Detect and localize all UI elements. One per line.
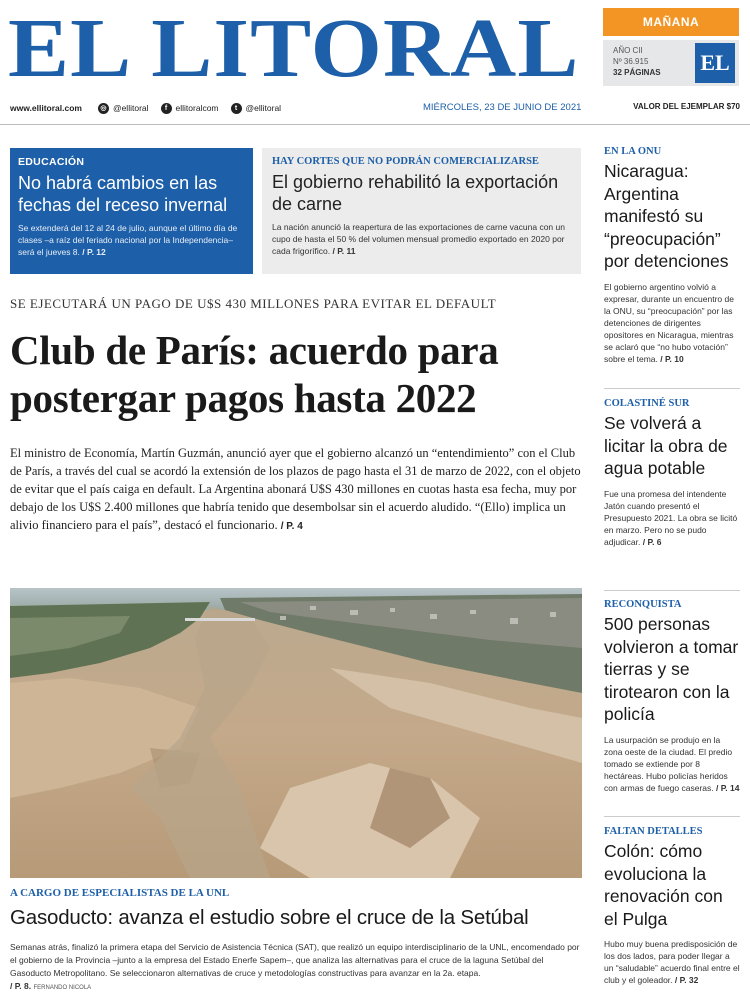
- facebook-icon: f: [161, 103, 172, 114]
- river-aerial-image: [10, 588, 582, 878]
- issue-meta: [613, 45, 661, 78]
- main-body: [10, 444, 582, 536]
- twitter-label: @ellitoral: [245, 103, 282, 113]
- beef-lede: [272, 221, 571, 257]
- education-lede: [18, 222, 245, 258]
- education-kicker: EDUCACIÓN: [18, 156, 85, 168]
- twitter-handle[interactable]: [231, 103, 282, 114]
- issue-price: VALOR DEL EJEMPLAR $70: [633, 102, 740, 111]
- sidebar-kicker: RECONQUISTA: [604, 599, 682, 610]
- sidebar-divider: [604, 816, 740, 817]
- edition-badge: [603, 8, 739, 86]
- sidebar-kicker: FALTAN DETALLES: [604, 826, 703, 837]
- sidebar-lede: [604, 734, 740, 794]
- sidebar-kicker: EN LA ONU: [604, 146, 662, 157]
- facebook-label: ellitoralcom: [175, 103, 219, 113]
- sidebar-lede-text: Hubo muy buena predisposición de los dos lados, para poder llegar a un “saludable” acuerdo final entre el club y el goleador.: [604, 939, 740, 985]
- sidebar-story-colon[interactable]: [604, 826, 740, 986]
- instagram-label: @ellitoral: [112, 103, 149, 113]
- newspaper-logo: EL LITORAL: [8, 2, 580, 95]
- masthead: [0, 0, 750, 96]
- river-aerial-photo: [10, 588, 582, 878]
- sidebar-kicker: COLASTINÉ SUR: [604, 398, 690, 409]
- pipeline-headline[interactable]: Gasoducto: avanza el estudio sobre el cruce de la Setúbal: [10, 906, 529, 929]
- sidebar-lede-text: El gobierno argentino volvió a expresar, durante un encuentro de la ONU, su “preocupación” por las detenciones de dirigentes opositores en Nicaragua, mientras se aclaró que “no hubo votación” sobre el tema.: [604, 281, 734, 364]
- pipeline-kicker: A CARGO DE ESPECIALISTAS DE LA UNL: [10, 887, 230, 899]
- sidebar-lede: [604, 938, 740, 986]
- website-link[interactable]: www.ellitoral.com: [10, 103, 82, 113]
- twitter-icon: t: [231, 103, 242, 114]
- pipeline-body: [10, 941, 582, 995]
- beef-export-teaser[interactable]: [262, 148, 581, 274]
- issue-number: Nº 36.915: [613, 57, 649, 66]
- sidebar-lede: [604, 488, 740, 548]
- education-lede-text: Se extenderá del 12 al 24 de julio, aunque el último día de clases –a raíz del feriado nacional por la Independencia– será el jueves 8.: [18, 223, 238, 257]
- sidebar-page-ref: / P. 32: [674, 975, 699, 985]
- main-body-text: El ministro de Economía, Martín Guzmán, anunció ayer que el gobierno alcanzó un “entendimiento” con el Club de París, a través del cual se acordó la extensión de los plazos de pago hasta el 31 de marzo de 2022, con el objeto de evitar que el país caiga en default. La Argentina abonará U$S 430 millones en cuotas hasta esa fecha, muy por debajo de los U$S 2.400 millones que habría tenido que desembolsar sin el acuerdo aludido. “(Ello) implica un alivio financiero para el país”, destacó el funcionario.: [10, 446, 581, 532]
- instagram-handle[interactable]: [98, 103, 149, 114]
- sidebar-divider: [604, 388, 740, 389]
- sidebar-lede: [604, 281, 740, 365]
- masthead-divider: [0, 124, 750, 125]
- sidebar-lede-text: La usurpación se produjo en la zona oeste de la ciudad. El predio tomado se extiende por 8 hectáreas. Hubo policías heridos con armas de fuego caseras.: [604, 734, 733, 793]
- education-page-ref: / P. 12: [82, 247, 106, 257]
- info-bar: [10, 98, 740, 118]
- sidebar-headline: Nicaragua: Argentina manifestó su “preocupación” por detenciones: [604, 161, 729, 271]
- sidebar-headline: Se volverá a licitar la obra de agua potable: [604, 413, 728, 478]
- sidebar-headline: Colón: cómo evoluciona la renovación con el Pulga: [604, 841, 723, 929]
- edition-label: MAÑANA: [603, 8, 739, 36]
- sidebar-story-colastine[interactable]: [604, 398, 740, 548]
- sidebar-lede-text: Fue una promesa del intendente Jatón cuando presentó el Presupuesto 2021. La obra se licitó en marzo. Pero no se pudo adjudicar.: [604, 488, 738, 547]
- beef-lede-text: La nación anunció la reapertura de las exportaciones de carne vacuna con un cupo de hasta el 50 % del volumen mensual promedio exportado en 2020 por cada frigorífico.: [272, 222, 565, 256]
- sidebar-divider: [604, 590, 740, 591]
- pipeline-page-ref: / P. 8.: [10, 981, 32, 991]
- issue-pages: 32 PÁGINAS: [613, 68, 661, 77]
- issue-year: AÑO CII: [613, 46, 643, 55]
- issue-info: [603, 40, 739, 86]
- photo-credit: FERNANDO NICOLA: [33, 985, 92, 991]
- education-headline: No habrá cambios en las fechas del receso invernal: [18, 173, 228, 215]
- issue-date: MIÉRCOLES, 23 DE JUNIO DE 2021: [423, 102, 582, 113]
- main-headline[interactable]: Club de París: acuerdo para postergar pagos hasta 2022: [10, 327, 499, 421]
- main-page-ref: / P. 4: [280, 521, 303, 532]
- sidebar-story-reconquista[interactable]: [604, 599, 740, 794]
- sidebar-page-ref: / P. 14: [716, 782, 740, 793]
- sidebar-page-ref: / P. 10: [660, 353, 684, 364]
- instagram-icon: ◎: [98, 103, 109, 114]
- education-teaser[interactable]: [10, 148, 253, 274]
- beef-kicker: HAY CORTES QUE NO PODRÁN COMERCIALIZARSE: [272, 156, 539, 167]
- sidebar-page-ref: / P. 6: [642, 536, 662, 547]
- facebook-handle[interactable]: [161, 103, 219, 114]
- sidebar-headline: 500 personas volvieron a tomar tierras y se tirotearon con la policía: [604, 614, 739, 724]
- main-kicker: SE EJECUTARÁ UN PAGO DE U$S 430 MILLONES PARA EVITAR EL DEFAULT: [10, 296, 497, 311]
- el-logo-icon: EL: [695, 43, 735, 83]
- beef-headline: El gobierno rehabilitó la exportación de carne: [272, 172, 559, 214]
- sidebar-story-onu[interactable]: [604, 146, 740, 365]
- pipeline-body-text: Semanas atrás, finalizó la primera etapa del Servicio de Asistencia Técnica (SAT), que realizó un equipo interdisciplinario de la UNL, encomendado por el gobierno de la Provincia –junto a la empresa del Estado Enerfe Sapem–, que analiza las alternativas para el cruce de la laguna Setúbal del Gasoducto Metropolitano. Se seleccionaron alternativas de cruce y metodologías constructivas para avanzar en la 2a. etapa.: [10, 942, 580, 978]
- beef-page-ref: / P. 11: [332, 246, 356, 256]
